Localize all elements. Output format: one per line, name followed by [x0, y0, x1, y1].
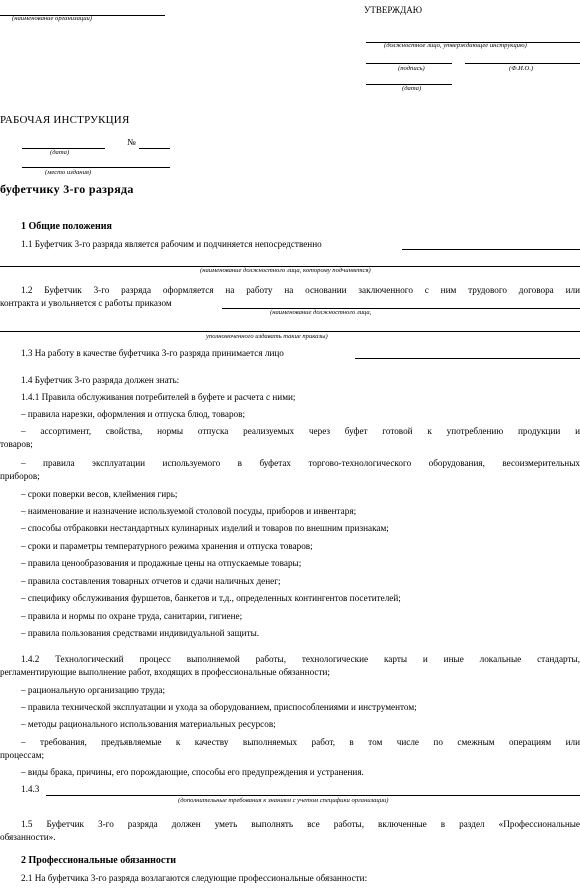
tech-item: – методы рационального использования материальных ресурсов; — [21, 719, 276, 729]
fio-line — [465, 63, 580, 64]
signature-line — [366, 63, 452, 64]
clause-1-4: 1.4 Буфетчик 3-го разряда должен знать: — [21, 375, 180, 385]
clause-1-1: 1.1 Буфетчик 3-го разряда является рабочим и подчиняется непосредственно — [21, 239, 322, 249]
clause-2-1: 2.1 На буфетчика 3-го разряда возлагаются следующие профессиональные обязанности: — [21, 873, 368, 883]
know-item: – способы отбраковки нестандартных кулинарных изделий и товаров по внешним признакам; — [21, 523, 389, 533]
doc-place-line — [22, 167, 170, 168]
doc-number-label: № — [127, 137, 136, 147]
clause-1-2-line — [0, 331, 580, 332]
clause-1-4-3: 1.4.3 — [21, 784, 40, 794]
document-type: РАБОЧАЯ ИНСТРУКЦИЯ — [0, 114, 130, 126]
tech-item: – рациональную организацию труда; — [21, 685, 165, 695]
section1-heading: 1 Общие положения — [21, 221, 112, 232]
know-item: – правила нарезки, оформления и отпуска блюд, товаров; — [21, 409, 246, 419]
doc-date-caption: (дата) — [50, 149, 70, 156]
know-item: – правила эксплуатации используемого в буфетах торгово-технологического оборудования, весоизмерительных — [21, 458, 580, 468]
clause-1-1-fill-line — [402, 249, 580, 250]
know-item: – правила составления товарных отчетов и сдачи наличных денег; — [21, 576, 281, 586]
clause-1-5-line1: 1.5 Буфетчик 3-го разряда должен уметь выполнять все работы, включенные в раздел «Профессиональные — [21, 819, 580, 829]
clause-1-2-line1: 1.2 Буфетчик 3-го разряда оформляется на работу на основании заключенного с ним трудового договора или — [21, 285, 580, 295]
know-item: – ассортимент, свойства, нормы отпуска реализуемых через буфет готовой к употреблению продукции и — [21, 426, 580, 436]
clause-1-4-3-caption: (дополнительные требования к знаниям с учетом специфики организации) — [178, 797, 389, 804]
know-item: – сроки поверки весов, клеймения гирь; — [21, 489, 178, 499]
document-subject: буфетчику 3-го разряда — [0, 182, 134, 196]
clause-1-4-3-fill-line — [46, 795, 580, 796]
approver-position-caption: (должностное лицо, утверждающее инструкцию) — [384, 42, 527, 49]
signature-caption: (подпись) — [398, 65, 425, 72]
clause-1-2-caption1: (наименование должностного лица, — [270, 309, 372, 316]
clause-1-5-line2: обязанности». — [0, 832, 56, 842]
tech-item: – требования, предъявляемые к качеству выполняемых работ, в том числе по смежным операциям или — [21, 737, 580, 747]
know-item: – сроки и параметры температурного режима хранения и отпуска товаров; — [21, 541, 313, 551]
clause-1-4-2-line1: 1.4.2 Технологический процесс выполняемой работы, технологические карты и иные локальные стандарты, — [21, 654, 580, 664]
doc-number-line — [139, 148, 170, 149]
tech-item: – правила технической эксплуатации и ухода за оборудованием, приспособлениями и инструментом; — [21, 702, 417, 712]
clause-1-1-caption: (наименование должностного лица, которому подчиняется) — [200, 267, 371, 274]
clause-1-4-2-line2: регламентирующие выполнение работ, входящих в профессиональные обязанности; — [0, 667, 330, 677]
tech-item: процессам; — [0, 750, 45, 760]
know-item: приборов; — [0, 471, 40, 481]
clause-1-2-caption2: уполномоченного издавать такие приказы) — [206, 333, 328, 340]
approve-label: УТВЕРЖДАЮ — [364, 5, 423, 15]
know-item: – специфику обслуживания фуршетов, банкетов и т.д., определенных контингентов посетителей; — [21, 593, 401, 603]
approve-date-caption: (дата) — [402, 85, 422, 92]
know-item: – правила пользования средствами индивидуальной защиты. — [21, 628, 260, 638]
know-item: – правила и нормы по охране труда, санитарии, гигиене; — [21, 611, 243, 621]
know-item: – правила ценообразования и продажные цены на отпускаемые товары; — [21, 558, 302, 568]
clause-1-3: 1.3 На работу в качестве буфетчика 3-го разряда принимается лицо — [21, 348, 284, 358]
section2-heading: 2 Профессиональные обязанности — [21, 855, 177, 866]
clause-1-2-line2: контракта и увольняется с работы приказом — [0, 298, 172, 308]
know-item: – наименование и назначение используемой столовой посуды, приборов и инвентаря; — [21, 506, 357, 516]
fio-caption: (Ф.И.О.) — [509, 65, 534, 72]
know-item: товаров; — [0, 439, 33, 449]
doc-place-caption: (место издания) — [45, 169, 92, 176]
clause-1-3-fill-line — [355, 358, 580, 359]
org-name-caption: (наименование организации) — [12, 15, 93, 22]
tech-item: – виды брака, причины, его порождающие, способы его предупреждения и устранения. — [21, 767, 364, 777]
clause-1-4-1: 1.4.1 Правила обслуживания потребителей в буфете и расчета с ними; — [21, 392, 296, 402]
